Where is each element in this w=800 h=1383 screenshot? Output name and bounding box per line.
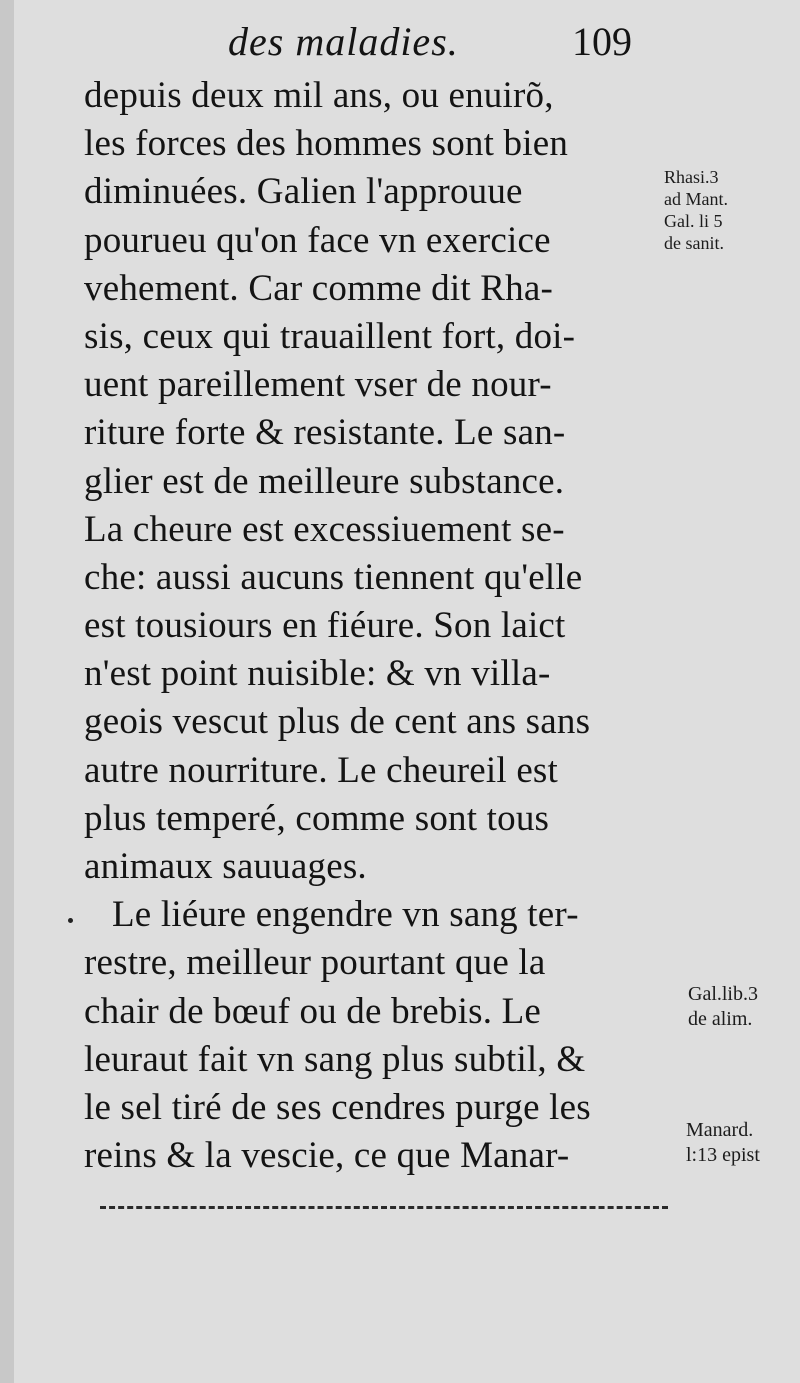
margin-note-line: de sanit. [664, 233, 724, 253]
page-header [0, 12, 800, 72]
text-line: depuis deux mil ans, ou enuirõ, [84, 75, 554, 116]
margin-note-line: ad Mant. [664, 189, 728, 209]
text-line: est tousiours en fiéure. Son laict [84, 605, 566, 647]
margin-note-line: l:13 epist [686, 1144, 760, 1166]
text-line: uent pareillement vser de nour- [84, 364, 552, 406]
footer-rule [100, 1206, 668, 1209]
text-line: plus temperé, comme sont tous [84, 797, 550, 839]
text-line: sis, ceux qui trauaillent fort, doi- [84, 315, 576, 357]
text-line: reins & la vescie, ce que Manar- [84, 1135, 570, 1177]
page-number: 109 [572, 19, 632, 64]
margin-note-galen-alim [688, 982, 758, 1032]
text-line: glier est de meilleure substance. [84, 460, 565, 502]
text-line: geois vescut plus de cent ans sans [84, 701, 591, 743]
margin-note-line: Rhasi.3 [664, 167, 719, 187]
body-text [84, 72, 674, 1180]
text-line: diminuées. Galien l'approuue [84, 171, 523, 213]
text-line: animaux sauuages. [84, 846, 367, 887]
text-line: che: aussi aucuns tiennent qu'elle [84, 556, 583, 598]
text-line: chair de bœuf ou de brebis. Le [84, 990, 542, 1032]
margin-note-line: Gal. li 5 [664, 211, 723, 231]
running-head: des maladies. [228, 19, 459, 64]
text-line: n'est point nuisible: & vn villa- [84, 653, 551, 695]
text-line: pourueu qu'on face vn exercice [84, 219, 551, 261]
text-line: les forces des hommes sont bien [84, 123, 569, 165]
margin-note-manard [686, 1118, 760, 1168]
paragraph-start-line: Le liéure engendre vn sang ter- [112, 894, 579, 936]
text-line: vehement. Car comme dit Rha- [84, 267, 553, 309]
text-line: La cheure est excessiuement se- [84, 508, 565, 550]
paragraph-mark [68, 918, 73, 923]
margin-note-line: de alim. [688, 1008, 753, 1030]
text-line: riture forte & resistante. Le san- [84, 412, 566, 454]
text-line: autre nourriture. Le cheureil est [84, 749, 559, 791]
margin-note-line: Manard. [686, 1119, 754, 1141]
text-line: restre, meilleur pourtant que la [84, 942, 546, 984]
text-line: le sel tiré de ses cendres purge les [84, 1086, 591, 1128]
text-line: leuraut fait vn sang plus subtil, & [84, 1038, 586, 1080]
margin-note-line: Gal.lib.3 [688, 983, 758, 1005]
margin-note-rhasis-galen [664, 166, 728, 254]
page-gutter-shadow [0, 0, 14, 1383]
